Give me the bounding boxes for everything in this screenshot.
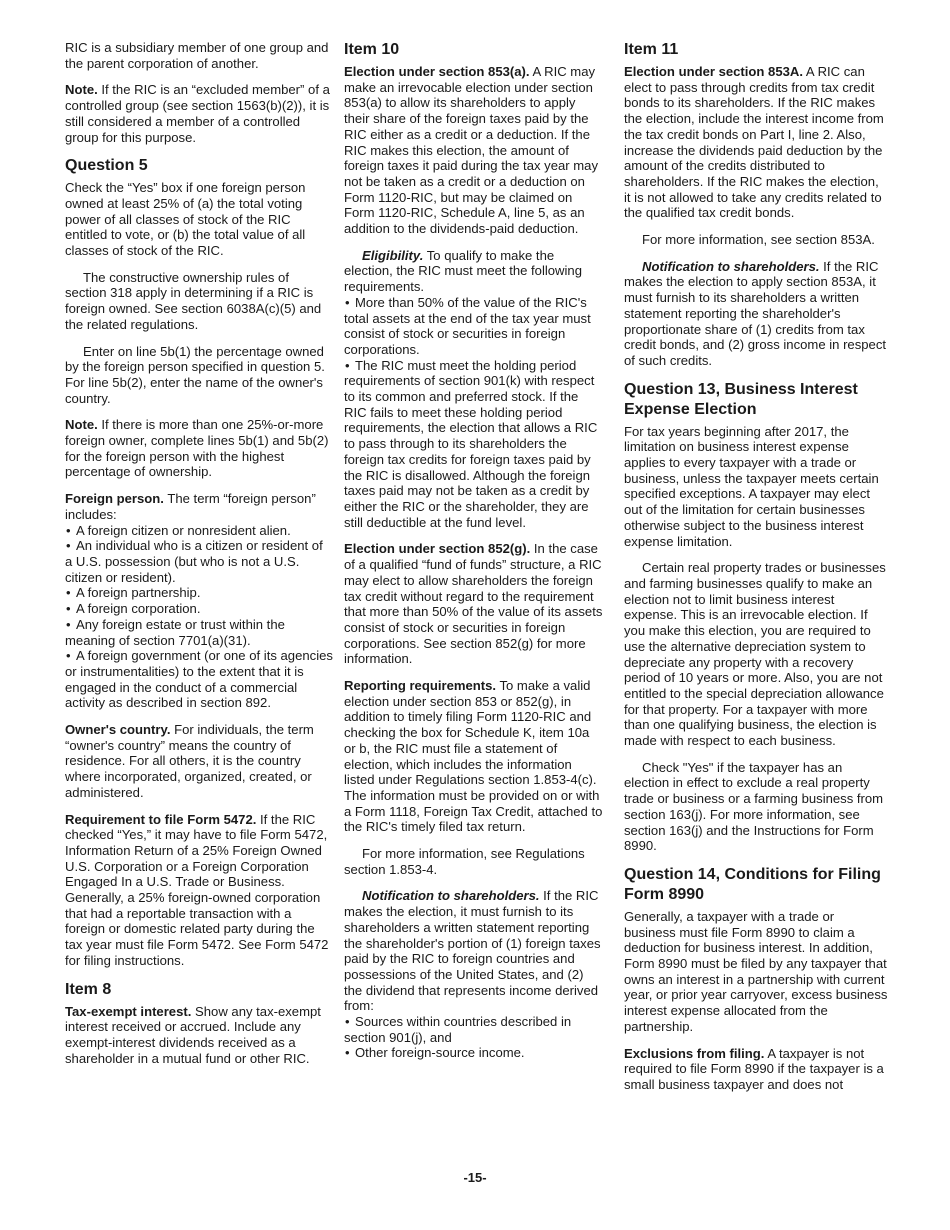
lead-label: Tax-exempt interest. [65,1003,192,1019]
list-item: • Other foreign-source income. [344,1045,604,1061]
more-information: For more information, see Regulations section 1.853-4. [344,846,585,877]
paragraph-text: Show any tax-exempt interest received or accrued. Include any exempt-interest dividends received as a shareholder in a mutual fund or other RIC. [65,1003,321,1066]
lead-label: Election under section 853(a). [344,64,530,79]
election-853A [624,64,888,221]
section-heading-question-14: Question 14, Conditions for Filing Form 8990 [624,865,881,903]
requirement-form-5472 [65,812,333,969]
paragraph-text: A taxpayer is not required to file Form 8990 if the taxpayer is a small business taxpayer and does not [624,1045,884,1092]
lead-label: Notification to shareholders. [362,888,540,904]
list-item: • The RIC must meet the holding period requirements of section 901(k) with respect to its common and preferred stock. If the RIC fails to meet these holding period requirements, the election that allows a RIC to pass through to its shareholders the foreign tax credits for foreign taxes paid by the RIC is disallowed. Although the foreign taxes paid may not be taken as a credit by either the RIC or the shareholder, they are still deductible at the fund level. [344,358,604,531]
note-multiple-owners [65,417,333,480]
paragraph-text: A RIC can elect to pass through credits from tax credit bonds to its shareholders. If the RIC makes the election, include the interest income from the tax credit bonds on Part I, line 2. Also, increase the dividends paid deduction by the amount of the credits distributed to shareholders. If the RIC makes the election, it is not allowed to take any credits related to the qualified tax credit bonds. [624,64,884,221]
reporting-requirements [344,678,604,835]
paragraph: Check the “Yes” box if one foreign person owned at least 25% of (a) the total voting power of all classes of stock of the RIC entitled to vote, or (b) the total value of all classes of stock of the RIC. [65,180,306,259]
section-heading-item-8: Item 8 [65,980,112,998]
lead-label: Foreign person. [65,491,164,507]
notification-to-shareholders [344,888,604,1014]
paragraph-text: In the case of a qualified “fund of funds” structure, a RIC may elect to allow shareholders the foreign tax credit without regard to the requirement that more than 50% of the value of its assets consist of stock or securities in foreign corporations. See section 852(g) for more information. [344,541,603,667]
paragraph-text: If the RIC makes the election to apply section 853A, it must furnish to its shareholders a written statement reporting the shareholder's proportionate share of (1) credits from tax credit bonds, and (2) gross income in respect of such credits. [624,258,887,368]
paragraph: The constructive ownership rules of section 318 apply in determining if a RIC is foreign owned. See section 6038A(c)(5) and the related regulations. [65,269,322,332]
section-heading-question-13: Question 13, Business Interest Expense Election [624,380,858,418]
lead-label: Note. [65,417,98,433]
column-3 [624,40,888,1104]
list-item: • Sources within countries described in section 901(j), and [344,1014,604,1045]
paragraph: Generally, a taxpayer with a trade or business must file Form 8990 to claim a deduction for business interest. In addition, Form 8990 must be filed by any taxpayer that owns an interest in a partnership with current year, or prior year carryover, excess business interest expense allocated from the partnership. [624,908,888,1034]
list-item: • A foreign government (or one of its agencies or instrumentalities) to the extent that it is engaged in the conduct of a commercial activity as described in section 892. [65,648,333,711]
lead-label: Owner's country. [65,722,171,738]
lead-label: Eligibility. [362,247,424,263]
eligibility [344,248,604,295]
note-excluded-member [65,82,333,145]
foreign-person-definition [65,491,333,522]
election-852g [344,541,604,667]
lead-label: Election under section 853A. [624,64,803,79]
list-item: • More than 50% of the value of the RIC's total assets at the end of the tax year must consist of stock or securities in foreign corporations. [344,295,604,358]
requirement-text: If the RIC checked “Yes,” it may have to file Form 5472, Information Return of a 25% Foreign Owned U.S. Corporation or a Foreign Corporation Engaged In a U.S. Trade or Business. Generally, a 25% foreign-owned corporation that had a reportable transaction with a foreign or domestic related party during the tax year must file Form 5472. See Form 5472 for filing instructions. [65,811,329,968]
list-item: • A foreign corporation. [65,601,333,617]
note-text: If there is more than one 25%-or-more foreign owner, complete lines 5b(1) and 5b(2) for the foreign person with the highest percentage of ownership. [65,417,329,480]
column-2 [344,40,604,1072]
paragraph-text: To make a valid election under section 853 or 852(g), in addition to timely filing Form 1120-RIC and checking the box for Schedule K, item 10a or b, the RIC must file a statement of election, which includes the information listed under Regulations section 1.853-4(c). The information must be provided on or with a Form 1118, Foreign Tax Credit, attached to the RIC's timely filed tax return. [344,678,603,835]
list-item: • A foreign partnership. [65,585,333,601]
notification-to-shareholders [624,259,888,369]
lead-label: Note. [65,82,98,98]
definition-text: The term “foreign person” includes: [65,491,316,522]
section-heading-question-5: Question 5 [65,157,148,175]
list-item: • Any foreign estate or trust within the meaning of section 7701(a)(31). [65,617,333,648]
paragraph: Check "Yes" if the taxpayer has an election in effect to exclude a real property trade or business or a farming business from section 163(j). For more information, see section 163(j) and the Instructions for Form 8990. [624,759,884,854]
lead-label: Exclusions from filing. [624,1045,765,1061]
lead-label: Reporting requirements. [344,678,497,694]
section-heading-item-10: Item 10 [344,41,400,58]
section-heading-item-11: Item 11 [624,41,679,58]
paragraph: Enter on line 5b(1) the percentage owned by the foreign person specified in question 5. For line 5b(2), enter the name of the owner's country. [65,343,325,406]
note-text: If the RIC is an “excluded member” of a controlled group (see section 1563(b)(2)), it is still considered a member of a controlled group for this purpose. [65,82,330,145]
owners-country-definition [65,722,333,801]
paragraph-text: If the RIC makes the election, it must furnish to its shareholders a written statement reporting the shareholder's portion of (1) foreign taxes paid by the RIC to foreign countries and possessions of the United States, and (2) the dividend that represents income derived from: [344,888,601,1014]
more-information: For more information, see section 853A. [642,232,875,248]
foreign-person-list [65,523,333,711]
income-sources-list [344,1014,604,1061]
paragraph: For tax years beginning after 2017, the limitation on business interest expense applies to every taxpayer with a trade or business, unless the taxpayer meets certain specified exceptions. A taxpayer may elect out of the limitation for certain businesses otherwise subject to the business interest expense limitation. [624,423,879,549]
list-item: • A foreign citizen or nonresident alien. [65,523,333,539]
paragraph-text: To qualify to make the election, the RIC must meet the following requirements. [344,247,582,295]
list-item: • An individual who is a citizen or resident of a U.S. possession (but who is not a U.S. citizen or resident). [65,538,333,585]
election-853a [344,64,604,237]
paragraph-text: A RIC may make an irrevocable election under section 853(a) to allow its shareholders to apply their share of the foreign taxes paid by the RIC either as a credit or a deduction. If the RIC makes this election, the amount of foreign taxes it paid during the tax year may not be taken as a credit or a deduction on Form 1120-RIC, but may be claimed on Form 1120-RIC, Schedule A, line 5, as an addition to the dividends-paid deduction. [344,64,599,237]
exclusions-from-filing [624,1046,888,1093]
lead-label: Election under section 852(g). [344,541,531,557]
definition-text: For individuals, the term “owner's country” means the country of residence. For all others, it is the country where incorporated, organized, created, or administered. [65,722,314,800]
paragraph: Certain real property trades or businesses and farming businesses qualify to make an election not to limit business interest expense. This is an irrevocable election. If you make this election, you are required to use the alternative depreciation system to depreciate any property with a recovery period of 10 years or more. Also, you are not entitled to the special depreciation allowance for that property. For a taxpayer with more than one qualifying business, the election is made with respect to each business. [624,560,886,749]
lead-label: Requirement to file Form 5472. [65,811,257,827]
tax-exempt-interest [65,1004,333,1067]
column-1 [65,40,333,1077]
intro-paragraph: RIC is a subsidiary member of one group and the parent corporation of another. [65,40,329,71]
lead-label: Notification to shareholders. [642,258,820,274]
eligibility-list [344,295,604,531]
page-number: -15- [463,1170,487,1185]
